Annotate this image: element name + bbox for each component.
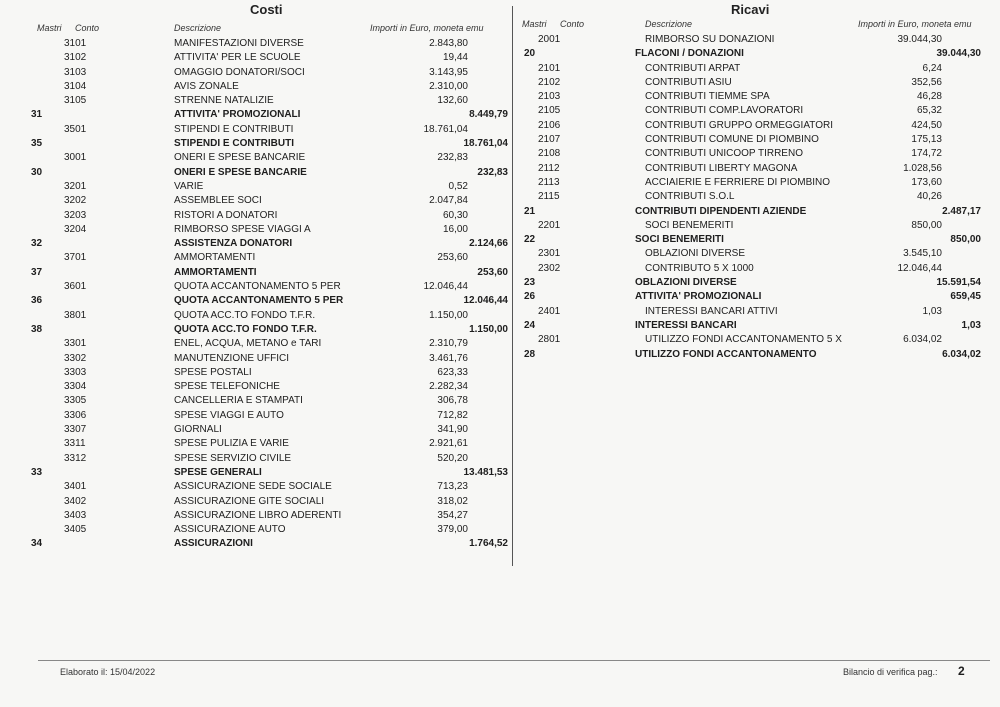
conto-row [512,162,1000,176]
row-amount: 850,00 [911,219,942,231]
conto-code: 3203 [64,209,87,221]
row-amount: 173,60 [911,176,942,188]
conto-code: 3601 [64,281,87,293]
row-description: ATTIVITA' PER LE SCUOLE [174,52,301,64]
conto-code: 3305 [64,395,87,407]
conto-row [512,119,1000,133]
row-amount: 3.545,10 [903,248,942,260]
bilancio-label: Bilancio di verifica pag.: [843,667,938,677]
conto-code: 2101 [538,62,561,74]
row-description: ASSISTENZA DONATORI [174,238,293,250]
mastro-code: 34 [31,538,43,550]
row-description: CONTRIBUTI ASIU [645,76,732,88]
row-description: CANCELLERIA E STAMPATI [174,395,303,407]
conto-row [0,123,512,137]
row-description: CONTRIBUTI S.O.L [645,191,735,203]
conto-code: 3101 [64,38,87,49]
row-description: ASSICURAZIONI [174,538,253,550]
row-description: RIMBORSO SU DONAZIONI [645,34,775,45]
conto-code: 3307 [64,424,87,436]
row-amount: 712,82 [437,409,468,421]
mastro-code: 35 [31,138,43,150]
row-amount: 253,60 [477,266,508,278]
conto-row [0,180,512,194]
conto-code: 2106 [538,119,561,131]
mastro-code: 28 [524,348,536,360]
conto-code: 3303 [64,366,87,378]
row-amount: 1,03 [922,305,942,317]
conto-code: 3202 [64,195,87,207]
conto-row [512,33,1000,47]
conto-code: 2105 [538,105,561,117]
ricavi-header-mastri: Mastri [522,19,547,29]
row-description: CONTRIBUTI COMUNE DI PIOMBINO [645,134,819,146]
costi-header-importi: Importi in Euro, moneta emu [370,23,484,33]
row-amount: 318,02 [437,495,468,507]
ricavi-table [512,33,1000,362]
mastro-code: 26 [524,291,536,303]
conto-row [0,423,512,437]
row-description: ASSICURAZIONE LIBRO ADERENTI [174,509,342,521]
conto-code: 3801 [64,309,87,321]
row-description: CONTRIBUTI UNICOOP TIRRENO [645,148,803,160]
row-description: ATTIVITA' PROMOZIONALI [635,291,762,303]
conto-row [512,333,1000,347]
row-description: SPESE PULIZIA E VARIE [174,438,289,450]
mastro-code: 30 [31,166,43,178]
mastro-code: 33 [31,466,43,478]
row-amount: 6.034,02 [942,348,981,360]
row-description: RISTORI A DONATORI [174,209,278,221]
row-amount: 60,30 [442,209,468,221]
row-amount: 18.761,04 [463,138,508,150]
row-description: SPESE POSTALI [174,366,252,378]
row-amount: 6,24 [922,62,942,74]
conto-row [0,509,512,523]
conto-row [0,366,512,380]
conto-code: 2113 [538,176,560,188]
conto-row [0,452,512,466]
row-amount: 623,33 [437,366,468,378]
mastro-total-row [512,233,1000,247]
row-amount: 2.310,00 [429,80,468,92]
conto-code: 3102 [64,52,87,64]
row-description: OMAGGIO DONATORI/SOCI [174,66,305,78]
conto-row [512,104,1000,118]
row-amount: 16,00 [442,223,468,235]
row-description: CONTRIBUTI TIEMME SPA [645,91,770,103]
row-amount: 39.044,30 [936,48,981,60]
mastro-total-row [0,137,512,151]
row-description: ONERI E SPESE BANCARIE [174,166,307,178]
mastro-total-row [0,166,512,180]
conto-code: 3306 [64,409,87,421]
mastro-total-row [512,205,1000,219]
row-amount: 2.843,80 [429,38,468,49]
mastro-total-row [0,466,512,480]
row-amount: 1.150,00 [429,309,468,321]
row-description: STRENNE NATALIZIE [174,95,274,107]
conto-row [0,223,512,237]
row-description: SPESE VIAGGI E AUTO [174,409,284,421]
row-amount: 12.046,44 [897,262,942,274]
row-description: OBLAZIONI DIVERSE [645,248,746,260]
row-amount: 6.034,02 [903,334,942,346]
conto-code: 3301 [64,338,87,350]
row-amount: 0,52 [448,180,468,192]
mastro-total-row [512,276,1000,290]
ricavi-header-importi: Importi in Euro, moneta emu [858,19,972,29]
row-amount: 13.481,53 [463,466,508,478]
row-amount: 39.044,30 [897,34,942,45]
conto-code: 2103 [538,91,561,103]
conto-row [0,37,512,51]
conto-row [0,194,512,208]
conto-row [0,523,512,537]
row-description: MANIFESTAZIONI DIVERSE [174,38,304,49]
row-description: MANUTENZIONE UFFICI [174,352,289,364]
conto-row [512,247,1000,261]
footer-divider [38,660,990,661]
row-description: SOCI BENEMERITI [645,219,734,231]
row-description: RIMBORSO SPESE VIAGGI A [174,223,311,235]
conto-code: 3401 [64,481,87,493]
row-description: CONTRIBUTI COMP.LAVORATORI [645,105,804,117]
conto-row [0,409,512,423]
conto-code: 3204 [64,223,87,235]
row-description: AVIS ZONALE [174,80,239,92]
conto-row [512,62,1000,76]
mastro-total-row [0,294,512,308]
row-description: AMMORTAMENTI [174,252,256,264]
row-description: STIPENDI E CONTRIBUTI [174,138,295,150]
conto-code: 2801 [538,334,561,346]
conto-row [512,262,1000,276]
row-amount: 2.282,34 [429,381,468,393]
mastro-total-row [512,319,1000,333]
conto-code: 2112 [538,162,560,174]
conto-code: 3104 [64,80,87,92]
conto-code: 2107 [538,134,561,146]
row-description: UTILIZZO FONDI ACCANTONAMENTO [635,348,817,360]
row-description: ASSICURAZIONE GITE SOCIALI [174,495,325,507]
row-description: SPESE TELEFONICHE [174,381,280,393]
mastro-total-row [512,348,1000,362]
conto-row [0,80,512,94]
mastro-total-row [0,266,512,280]
row-amount: 132,60 [437,95,468,107]
row-amount: 850,00 [950,234,981,246]
conto-code: 3312 [64,452,87,464]
row-amount: 15.591,54 [936,277,981,289]
conto-row [0,51,512,65]
row-description: VARIE [174,180,204,192]
row-description: CONTRIBUTI ARPAT [645,62,741,74]
costi-header-descrizione: Descrizione [174,23,222,33]
conto-row [512,190,1000,204]
row-description: ASSICURAZIONE SEDE SOCIALE [174,481,332,493]
elaborato-date: Elaborato il: 15/04/2022 [60,667,156,677]
row-amount: 354,27 [437,509,468,521]
row-amount: 3.461,76 [429,352,468,364]
row-description: UTILIZZO FONDI ACCANTONAMENTO 5 X [645,334,842,346]
mastro-code: 23 [524,277,536,289]
row-description: SPESE GENERALI [174,466,262,478]
conto-code: 3304 [64,381,87,393]
conto-code: 3001 [64,152,87,164]
row-amount: 2.310,79 [429,338,468,350]
conto-code: 3402 [64,495,87,507]
row-description: SPESE SERVIZIO CIVILE [174,452,292,464]
conto-code: 2301 [538,248,561,260]
row-description: ASSEMBLEE SOCI [174,195,262,207]
row-amount: 520,20 [437,452,468,464]
row-amount: 713,23 [437,481,468,493]
conto-code: 3311 [64,438,86,450]
costi-title: Costi [250,2,283,17]
conto-row [0,251,512,265]
conto-code: 3403 [64,509,87,521]
conto-row [0,280,512,294]
row-amount: 306,78 [437,395,468,407]
row-description: QUOTA ACCANTONAMENTO 5 PER [174,295,344,307]
conto-row [512,90,1000,104]
row-amount: 232,83 [477,166,508,178]
row-description: CONTRIBUTI DIPENDENTI AZIENDE [635,205,807,217]
row-amount: 40,26 [916,191,942,203]
row-description: STIPENDI E CONTRIBUTI [174,123,294,135]
row-description: QUOTA ACC.TO FONDO T.F.R. [174,323,317,335]
row-amount: 12.046,44 [463,295,508,307]
mastro-total-row [0,237,512,251]
conto-code: 3701 [64,252,87,264]
row-amount: 424,50 [911,119,942,131]
conto-row [512,147,1000,161]
row-description: AMMORTAMENTI [174,266,257,278]
conto-code: 3405 [64,524,87,536]
row-description: INTERESSI BANCARI ATTIVI [645,305,778,317]
conto-row [0,495,512,509]
row-description: ENEL, ACQUA, METANO e TARI [174,338,322,350]
mastro-code: 21 [524,205,536,217]
conto-row [0,352,512,366]
row-amount: 3.143,95 [429,66,468,78]
row-description: ASSICURAZIONE AUTO [174,524,286,536]
mastro-code: 24 [524,319,536,331]
row-amount: 18.761,04 [423,123,468,135]
row-amount: 1.028,56 [903,162,942,174]
conto-row [0,380,512,394]
conto-row [512,176,1000,190]
row-amount: 1.764,52 [469,538,508,550]
conto-code: 2115 [538,191,560,203]
row-description: CONTRIBUTO 5 X 1000 [645,262,754,274]
conto-code: 3302 [64,352,87,364]
conto-row [0,209,512,223]
conto-row [512,133,1000,147]
row-amount: 1,03 [961,319,981,331]
row-description: ATTIVITA' PROMOZIONALI [174,109,301,121]
row-amount: 2.047,84 [429,195,468,207]
costi-header-conto: Conto [75,23,100,33]
page-number: 2 [958,664,965,678]
mastro-code: 31 [31,109,43,121]
row-amount: 1.150,00 [469,323,508,335]
row-amount: 19,44 [442,52,468,64]
row-description: INTERESSI BANCARI [635,319,737,331]
conto-row [0,480,512,494]
row-amount: 12.046,44 [423,281,468,293]
ricavi-header-conto: Conto [560,19,585,29]
row-description: CONTRIBUTI LIBERTY MAGONA [645,162,798,174]
conto-code: 3105 [64,95,87,107]
ricavi-header-descrizione: Descrizione [645,19,693,29]
conto-code: 2401 [538,305,561,317]
conto-row [0,66,512,80]
mastro-code: 20 [524,48,536,60]
row-amount: 352,56 [911,76,942,88]
row-amount: 174,72 [911,148,942,160]
conto-code: 3103 [64,66,87,78]
costi-table [0,37,512,552]
conto-code: 2302 [538,262,561,274]
row-description: OBLAZIONI DIVERSE [635,277,737,289]
row-description: CONTRIBUTI GRUPPO ORMEGGIATORI [645,119,833,131]
conto-code: 2001 [538,34,561,45]
conto-code: 2108 [538,148,561,160]
row-amount: 46,28 [916,91,942,103]
row-amount: 2.921,61 [429,438,468,450]
row-amount: 253,60 [437,252,468,264]
row-amount: 379,00 [437,524,468,536]
conto-code: 3501 [64,123,87,135]
row-amount: 2.487,17 [942,205,981,217]
row-amount: 65,32 [916,105,942,117]
conto-row [512,305,1000,319]
mastro-code: 38 [31,323,43,335]
row-description: ONERI E SPESE BANCARIE [174,152,306,164]
conto-row [0,151,512,165]
conto-code: 2201 [538,219,561,231]
mastro-total-row [0,537,512,551]
conto-row [0,94,512,108]
conto-row [0,394,512,408]
conto-code: 3201 [64,180,87,192]
mastro-total-row [0,108,512,122]
mastro-code: 37 [31,266,43,278]
row-description: QUOTA ACCANTONAMENTO 5 PER [174,281,341,293]
conto-row [512,219,1000,233]
conto-row [0,309,512,323]
ricavi-title: Ricavi [731,2,770,17]
mastro-code: 22 [524,234,536,246]
row-amount: 2.124,66 [469,238,508,250]
row-amount: 659,45 [950,291,981,303]
row-amount: 8.449,79 [469,109,508,121]
row-amount: 232,83 [437,152,468,164]
row-amount: 341,90 [437,424,468,436]
conto-code: 2102 [538,76,561,88]
conto-row [512,76,1000,90]
conto-row [0,337,512,351]
mastro-total-row [512,290,1000,304]
mastro-total-row [512,47,1000,61]
mastro-total-row [0,323,512,337]
row-description: SOCI BENEMERITI [635,234,724,246]
mastro-code: 36 [31,295,43,307]
row-amount: 175,13 [911,134,942,146]
row-description: ACCIAIERIE E FERRIERE DI PIOMBINO [645,176,831,188]
row-description: GIORNALI [174,424,222,436]
costi-header-mastri: Mastri [37,23,62,33]
row-description: QUOTA ACC.TO FONDO T.F.R. [174,309,316,321]
conto-row [0,437,512,451]
mastro-code: 32 [31,238,43,250]
row-description: FLACONI / DONAZIONI [635,48,744,60]
